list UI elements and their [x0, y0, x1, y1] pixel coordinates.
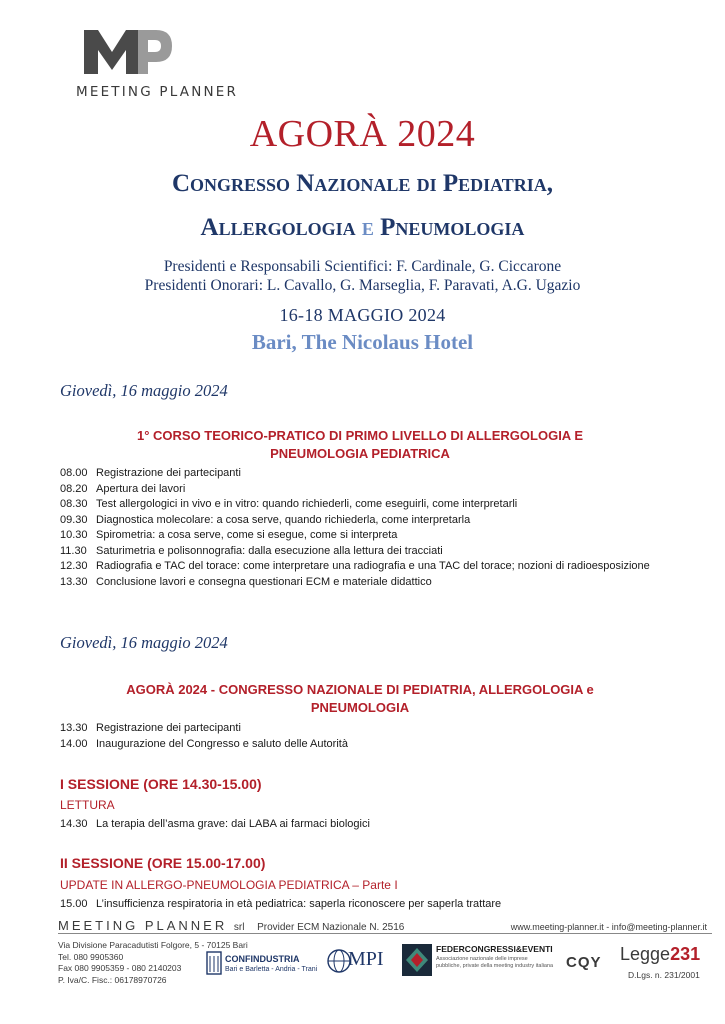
session1-title: I SESSIONE (ORE 14.30-15.00) [60, 776, 262, 792]
program-desc: Saturimetria e polisonnografia: dalla esecuzione alla lettura dei tracciati [96, 544, 443, 557]
subtitle-pneumologia: Pneumologia [380, 214, 525, 241]
cqy-name: CQY [566, 954, 602, 971]
federcongressi-name: FEDERCONGRESSI&EVENTI [436, 944, 553, 954]
logo-text: MEETING PLANNER [76, 84, 239, 100]
footer-divider [58, 933, 712, 934]
program-row [60, 817, 660, 833]
program-row [60, 482, 660, 498]
program-desc: Diagnostica molecolare: a cosa serve, quando richiederla, come interpretarla [96, 513, 471, 526]
session1-program [60, 817, 660, 833]
day2-heading: Giovedì, 16 maggio 2024 [60, 633, 228, 652]
meeting-planner-logo [76, 22, 239, 102]
presidents-scientific: Presidenti e Responsabili Scientifici: F. Cardinale, G. Ciccarone [163, 258, 562, 275]
program-time: 14.30 [60, 818, 88, 830]
program-time: 11.30 [60, 544, 87, 557]
program-desc: La terapia dell’asma grave: dai LABA ai farmaci biologici [96, 818, 370, 830]
program-time: 15.00 [60, 898, 88, 910]
program-row [60, 721, 660, 737]
presidents-block [0, 257, 725, 295]
day2-program [60, 721, 660, 752]
program-row [60, 497, 660, 513]
confindustria-emblem-icon [205, 948, 223, 978]
legge-name [620, 944, 700, 965]
confindustria-name: CONFINDUSTRIA [225, 954, 300, 964]
program-row [60, 897, 660, 913]
program-desc: Conclusione lavori e consegna questionari ECM e materiale didattico [96, 575, 432, 588]
legge-sub: D.Lgs. n. 231/2001 [628, 970, 700, 980]
legge-number: 231 [670, 944, 701, 964]
address-line: Via Divisione Paracadutisti Folgore, 5 - 70125 Bari [58, 940, 248, 950]
program-time: 08.20 [60, 482, 88, 495]
program-desc: Test allergologici in vivo e in vitro: quando richiederli, come eseguirli, come interpretarli [96, 498, 518, 510]
event-title: AGORÀ 2024 [249, 113, 476, 155]
program-desc: Registrazione dei partecipanti [96, 467, 241, 479]
program-row [60, 737, 660, 753]
mpi-name: MPI [348, 948, 384, 970]
program-time: 09.30 [60, 513, 88, 526]
day2-section-title-line2: PNEUMOLOGIA [310, 700, 410, 715]
session1-subtitle: LETTURA [60, 798, 115, 812]
program-row [60, 466, 660, 482]
confindustria-sub: Bari e Barletta - Andria - Trani [225, 966, 318, 973]
subtitle-conjunction: e [361, 212, 374, 241]
program-desc: Radiografia e TAC del torace: come interpretare una radiografia e una TAC del torace; nozioni di radioesposizione [96, 560, 650, 572]
session2-title: II SESSIONE (ORE 15.00-17.00) [60, 855, 266, 871]
event-subtitle-line1: Congresso Nazionale di Pediatria, [171, 170, 554, 197]
program-time: 13.30 [60, 575, 88, 588]
program-desc: Registrazione dei partecipanti [96, 722, 241, 734]
event-venue: Bari, The Nicolaus Hotel [251, 330, 474, 354]
program-desc: Inaugurazione del Congresso e saluto delle Autorità [96, 737, 348, 750]
program-row [60, 575, 660, 591]
subtitle-allergologia: Allergologia [200, 214, 356, 241]
address-line: Fax 080 9905359 - 080 2140203 [58, 963, 182, 973]
day1-heading: Giovedì, 16 maggio 2024 [60, 381, 228, 400]
program-row [60, 559, 660, 575]
presidents-honorary: Presidenti Onorari: L. Cavallo, G. Marseglia, F. Paravati, A.G. Ugazio [144, 277, 581, 294]
day1-section-title-line1: 1° CORSO TEORICO-PRATICO DI PRIMO LIVELLO DI ALLERGOLOGIA E [136, 428, 583, 443]
day2-section-title-line1: AGORÀ 2024 - CONGRESSO NAZIONALE DI PEDIATRIA, ALLERGOLOGIA e [126, 682, 594, 697]
federcongressi-emblem-icon [402, 944, 432, 976]
federcongressi-desc: Associazione nazionale delle imprese pubbliche, private della meeting industry italiana [436, 956, 554, 969]
program-time: 10.30 [60, 529, 88, 541]
program-desc: L’insufficienza respiratoria in età pediatrica: saperla riconoscere per saperla trattare [96, 898, 502, 910]
program-time: 08.00 [60, 467, 88, 479]
session2-subtitle: UPDATE IN ALLERGO-PNEUMOLOGIA PEDIATRICA – Parte I [60, 878, 398, 892]
program-desc: Apertura dei lavori [96, 482, 186, 495]
program-time: 08.30 [60, 498, 88, 510]
footer-brand-srl: srl [233, 922, 245, 933]
day1-program [60, 466, 660, 590]
footer-brand-name: MEETING PLANNER [58, 918, 228, 933]
program-row [60, 528, 660, 544]
footer-web-link[interactable]: www.meeting-planner.it - info@meeting-planner.it [510, 922, 707, 932]
footer-brand [58, 918, 404, 933]
day1-section-title-line2: PNEUMOLOGIA PEDIATRICA [270, 446, 450, 461]
program-time: 12.30 [60, 560, 88, 572]
event-dates: 16-18 MAGGIO 2024 [279, 305, 446, 325]
address-line: Tel. 080 9905360 [58, 951, 124, 962]
mp-monogram-icon [76, 22, 176, 78]
program-time: 14.00 [60, 737, 88, 750]
legge-word: Legge [620, 944, 671, 964]
footer-provider: Provider ECM Nazionale N. 2516 [257, 922, 405, 933]
session2-program [60, 897, 660, 913]
program-desc: Spirometria: a cosa serve, come si esegue, come si interpreta [96, 529, 398, 541]
day1-section-title [80, 427, 640, 463]
event-subtitle-line2 [0, 212, 725, 242]
program-row [60, 544, 660, 560]
program-time: 13.30 [60, 722, 88, 734]
day2-section-title [80, 681, 640, 717]
address-line: P. Iva/C. Fisc.: 06178970726 [58, 974, 167, 985]
program-row [60, 513, 660, 529]
